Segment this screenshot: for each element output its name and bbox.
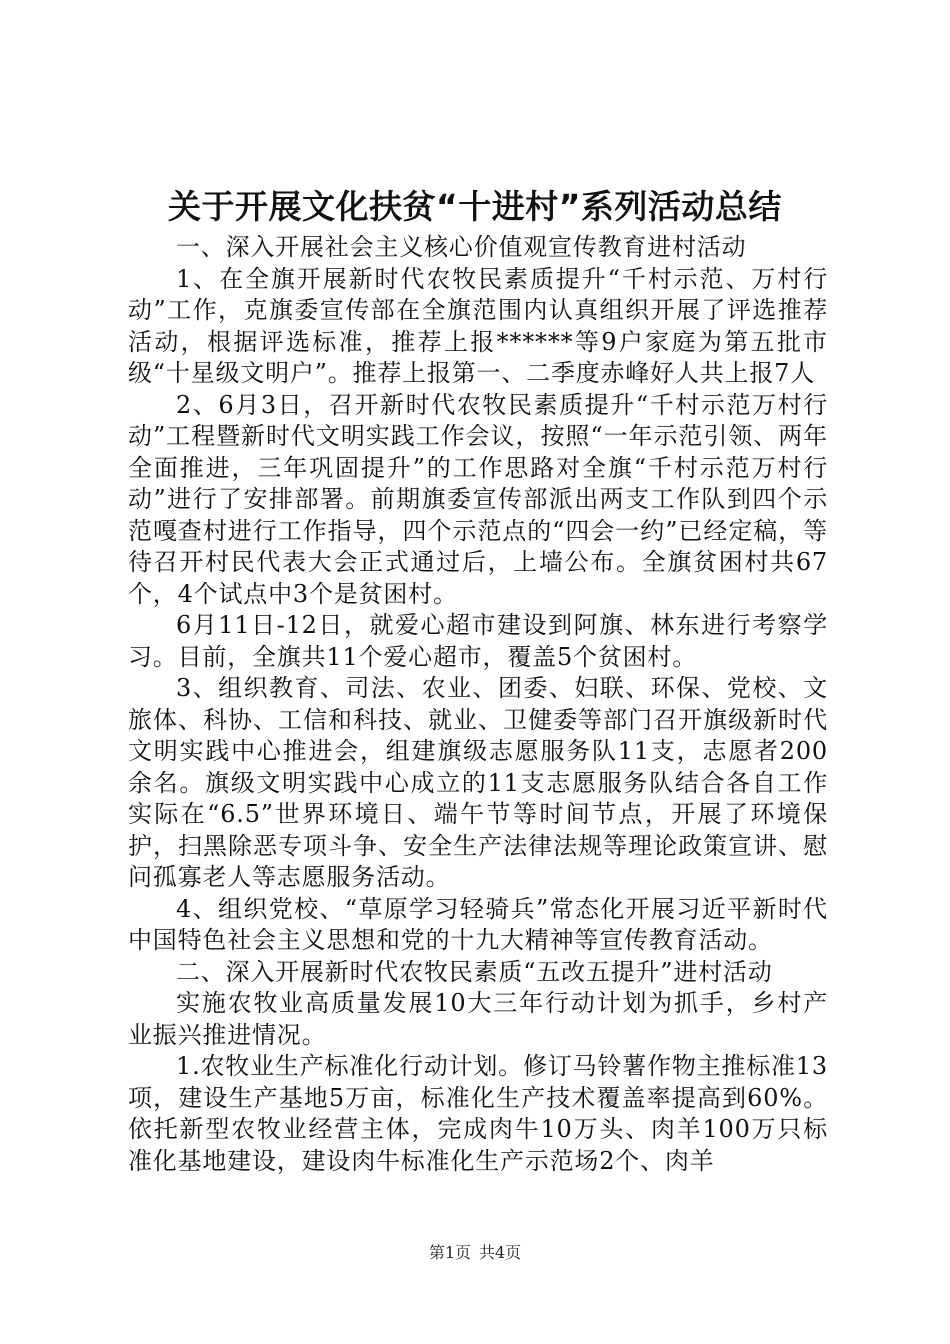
paragraph-5: 4、组织党校、“草原学习轻骑兵”常态化开展习近平新时代中国特色社会主义思想和党的十九大精神等宣传教育活动。	[128, 894, 828, 954]
paragraph-1: 1、在全旗开展新时代农牧民素质提升“千村示范、万村行动”工作，克旗委宣传部在全旗范围内认真组织开展了评选推荐活动，根据评选标准，推荐上报******等9户家庭为第五批市级“十星级文明户”。推荐上报第一、二季度赤峰好人共上报7人	[128, 264, 828, 387]
page-total: 共4页	[479, 1243, 522, 1262]
section-heading-2: 二、深入开展新时代农牧民素质“五改五提升”进村活动	[176, 957, 773, 986]
paragraph-7: 1.农牧业生产标准化行动计划。修订马铃薯作物主推标准13项，建设生产基地5万亩，标准化生产技术覆盖率提高到60%。依托新型农牧业经营主体，完成肉牛10万头、肉羊100万只标准化基地建设，建设肉牛标准化生产示范场2个、肉羊	[128, 1052, 828, 1175]
paragraph-2: 2、6月3日，召开新时代农牧民素质提升“千村示范万村行动”工程暨新时代文明实践工作会议，按照“一年示范引领、两年全面推进，三年巩固提升”的工作思路对全旗“千村示范万村行动”进行了安排部署。前期旗委宣传部派出两支工作队到四个示范嘎查村进行工作指导，四个示范点的“四会一约”已经定稿，等待召开村民代表大会正式通过后，上墙公布。全旗贫困村共67个，4个试点中3个是贫困村。	[128, 390, 828, 608]
paragraph-4: 3、组织教育、司法、农业、团委、妇联、环保、党校、文旅体、科协、工信和科技、就业、卫健委等部门召开旗级新时代文明实践中心推进会，组建旗级志愿服务队11支，志愿者200余名。旗级文明实践中心成立的11支志愿服务队结合各自工作实际在“6.5”世界环境日、端午节等时间节点，开展了环境保护，扫黑除恶专项斗争、安全生产法律法规等理论政策宣讲、慰问孤寡老人等志愿服务活动。	[128, 674, 828, 891]
page-footer	[0, 1243, 950, 1263]
document-title: 关于开展文化扶贫“十进村”系列活动总结	[168, 187, 782, 226]
paragraph-6: 实施农牧业高质量发展10大三年行动计划为抓手，乡村产业振兴推进情况。	[128, 989, 828, 1049]
page-number: 第1页	[428, 1243, 471, 1262]
paragraph-3: 6月11日-12日，就爱心超市建设到阿旗、林东进行考察学习。目前，全旗共11个爱心超市，覆盖5个贫困村。	[128, 611, 828, 671]
document-body	[128, 232, 828, 1177]
section-heading-1: 一、深入开展社会主义核心价值观宣传教育进村活动	[176, 233, 747, 261]
